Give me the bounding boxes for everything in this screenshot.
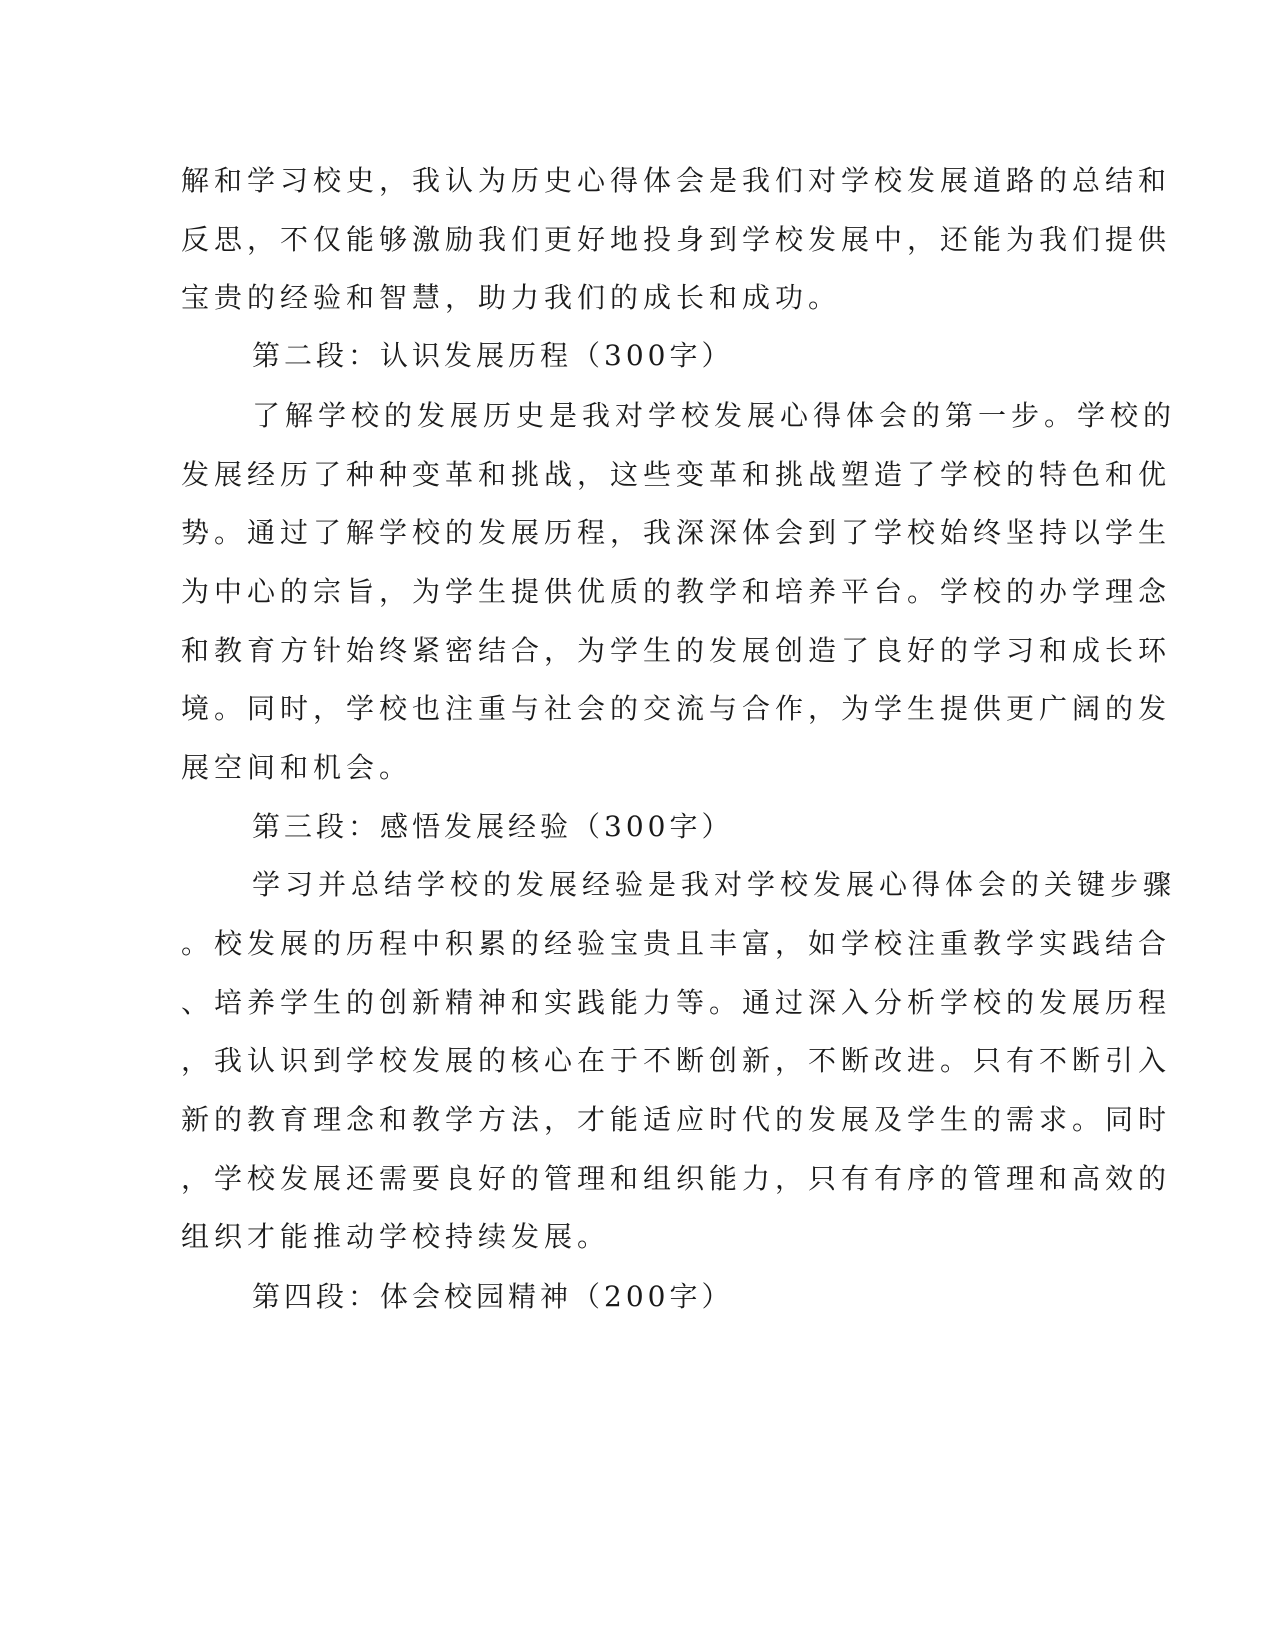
text-line: 和教育方针始终紧密结合，为学生的发展创造了良好的学习和成长环	[181, 634, 1172, 667]
text-line: 发展经历了种种变革和挑战，这些变革和挑战塑造了学校的特色和优	[181, 458, 1172, 491]
text-line: 、培养学生的创新精神和实践能力等。通过深入分析学校的发展历程	[181, 986, 1172, 1019]
text-line: 了解学校的发展历史是我对学校发展心得体会的第一步。学校的	[252, 399, 1177, 432]
text-line: ，学校发展还需要良好的管理和组织能力，只有有序的管理和高效的	[181, 1162, 1172, 1195]
text-line: ，我认识到学校发展的核心在于不断创新，不断改进。只有不断引入	[181, 1044, 1172, 1077]
text-line: 展空间和机会。	[181, 751, 413, 784]
text-line: 解和学习校史，我认为历史心得体会是我们对学校发展道路的总结和	[181, 164, 1172, 197]
text-line: 反思，不仅能够激励我们更好地投身到学校发展中，还能为我们提供	[181, 223, 1172, 256]
text-line: 境。同时，学校也注重与社会的交流与合作，为学生提供更广阔的发	[181, 692, 1172, 725]
text-line: 宝贵的经验和智慧，助力我们的成长和成功。	[181, 281, 842, 314]
text-line: 组织才能推动学校持续发展。	[181, 1220, 611, 1253]
section-heading-2: 第二段：认识发展历程（300字）	[252, 339, 734, 372]
section-heading-3: 第三段：感悟发展经验（300字）	[252, 810, 734, 843]
text-line: 新的教育理念和教学方法，才能适应时代的发展及学生的需求。同时	[181, 1103, 1172, 1136]
text-line: 。校发展的历程中积累的经验宝贵且丰富，如学校注重教学实践结合	[181, 927, 1172, 960]
text-line: 为中心的宗旨，为学生提供优质的教学和培养平台。学校的办学理念	[181, 575, 1172, 608]
text-line: 势。通过了解学校的发展历程，我深深体会到了学校始终坚持以学生	[181, 516, 1172, 549]
section-heading-4: 第四段：体会校园精神（200字）	[252, 1280, 734, 1313]
text-line: 学习并总结学校的发展经验是我对学校发展心得体会的关键步骤	[252, 868, 1177, 901]
